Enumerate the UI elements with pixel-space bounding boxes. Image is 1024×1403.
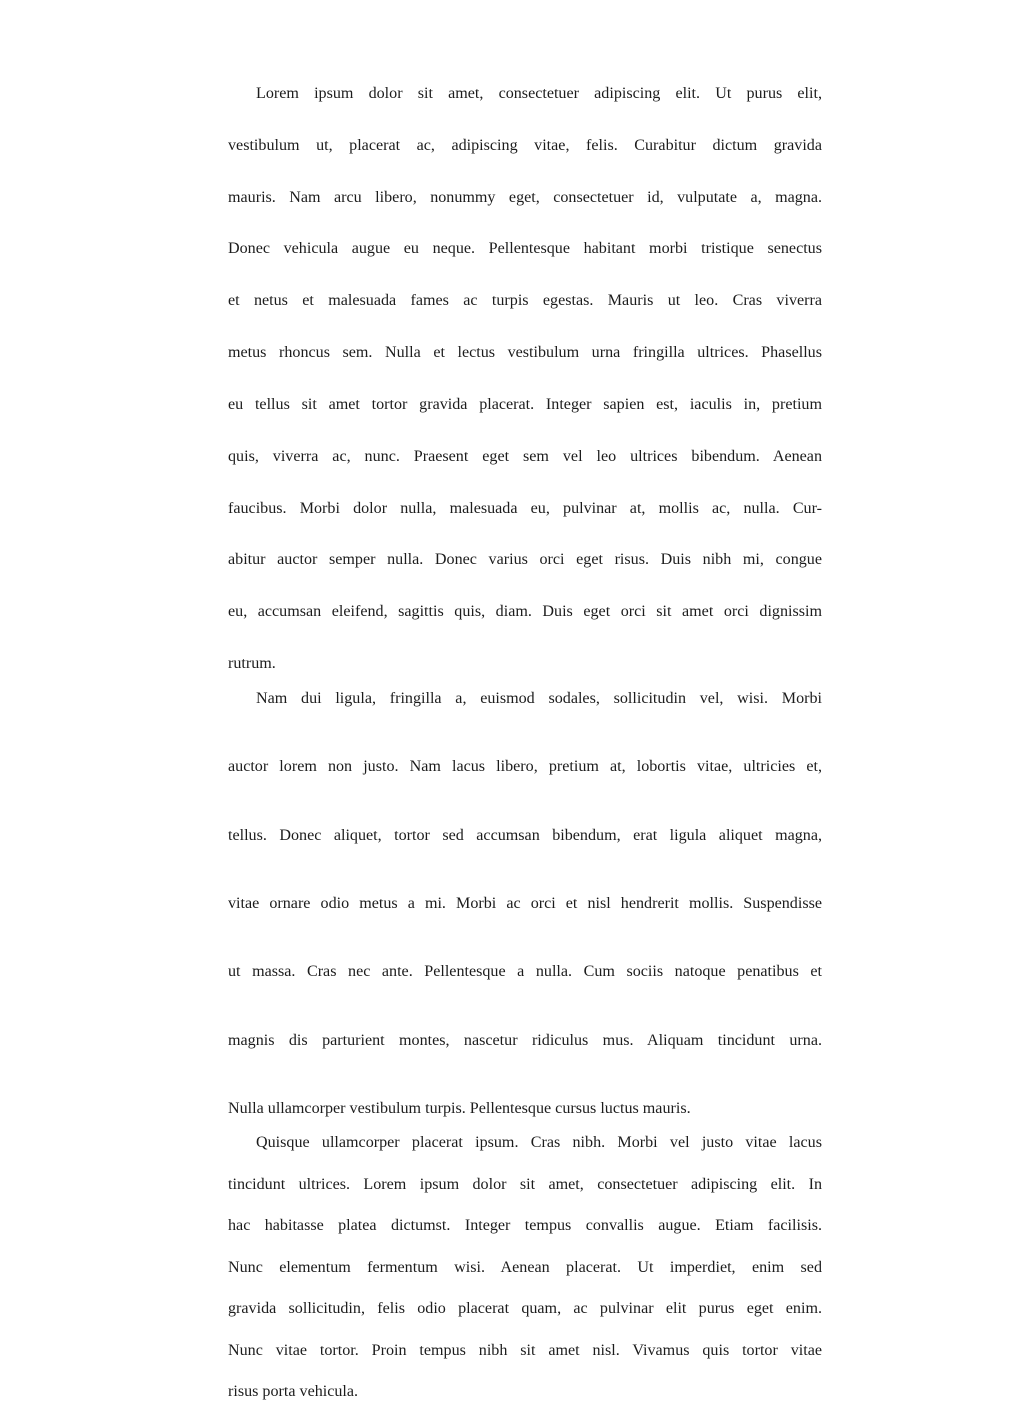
text-line: Nam dui ligula, fringilla a, euismod sodales, sollicitudin vel, wisi. Morbi (256, 689, 822, 707)
text-line: tincidunt ultrices. Lorem ipsum dolor sit amet, consectetuer adipiscing elit. In (228, 1175, 822, 1193)
text-line: gravida sollicitudin, felis odio placerat quam, ac pulvinar elit purus eget enim. (228, 1300, 822, 1318)
paragraph-1 (228, 81, 822, 677)
text-line: vestibulum ut, placerat ac, adipiscing vitae, felis. Curabitur dictum gravida (228, 136, 822, 154)
text-line: ut massa. Cras nec ante. Pellentesque a nulla. Cum sociis natoque penatibus et (228, 963, 822, 981)
text-line: auctor lorem non justo. Nam lacus libero, pretium at, lobortis vitae, ultricies et, (228, 758, 822, 776)
text-line: faucibus. Morbi dolor nulla, malesuada eu, pulvinar at, mollis ac, nulla. Cur- (228, 499, 822, 517)
text-line: mauris. Nam arcu libero, nonummy eget, consectetuer id, vulputate a, magna. (228, 188, 822, 206)
text-line: Lorem ipsum dolor sit amet, consectetuer adipiscing elit. Ut purus elit, (256, 85, 822, 102)
text-line: et netus et malesuada fames ac turpis egestas. Mauris ut leo. Cras viverra (228, 292, 822, 310)
text-line: Nunc elementum fermentum wisi. Aenean placerat. Ut imperdiet, enim sed (228, 1258, 822, 1276)
text-line: eu, accumsan eleifend, sagittis quis, diam. Duis eget orci sit amet orci dignissim (228, 603, 822, 621)
text-line: Nunc vitae tortor. Proin tempus nibh sit amet nisl. Vivamus quis tortor vitae (228, 1341, 822, 1359)
text-line: abitur auctor semper nulla. Donec varius orci eget risus. Duis nibh mi, congue (228, 551, 822, 569)
paragraph-2 (228, 682, 822, 1127)
text-line: magnis dis parturient montes, nascetur ridiculus mus. Aliquam tincidunt urna. (228, 1031, 822, 1049)
text-line: vitae ornare odio metus a mi. Morbi ac orci et nisl hendrerit mollis. Suspendisse (228, 895, 822, 913)
paragraph-3 (228, 1133, 822, 1402)
text-line: rutrum. (228, 654, 276, 672)
text-line: Donec vehicula augue eu neque. Pellentesque habitant morbi tristique senectus (228, 240, 822, 258)
text-line: risus porta vehicula. (228, 1382, 359, 1400)
text-line: Nulla ullamcorper vestibulum turpis. Pellentesque cursus luctus mauris. (228, 1100, 691, 1118)
text-line: quis, viverra ac, nunc. Praesent eget sem vel leo ultrices bibendum. Aenean (228, 447, 822, 465)
text-line: hac habitasse platea dictumst. Integer tempus convallis augue. Etiam facilisis. (228, 1217, 822, 1235)
text-line: metus rhoncus sem. Nulla et lectus vestibulum urna fringilla ultrices. Phasellus (228, 344, 822, 362)
text-line: Quisque ullamcorper placerat ipsum. Cras nibh. Morbi vel justo vitae lacus (256, 1134, 822, 1152)
text-column (228, 81, 822, 1403)
text-line: eu tellus sit amet tortor gravida placerat. Integer sapien est, iaculis in, pretium (228, 395, 822, 413)
text-line: tellus. Donec aliquet, tortor sed accumsan bibendum, erat ligula aliquet magna, (228, 826, 822, 844)
